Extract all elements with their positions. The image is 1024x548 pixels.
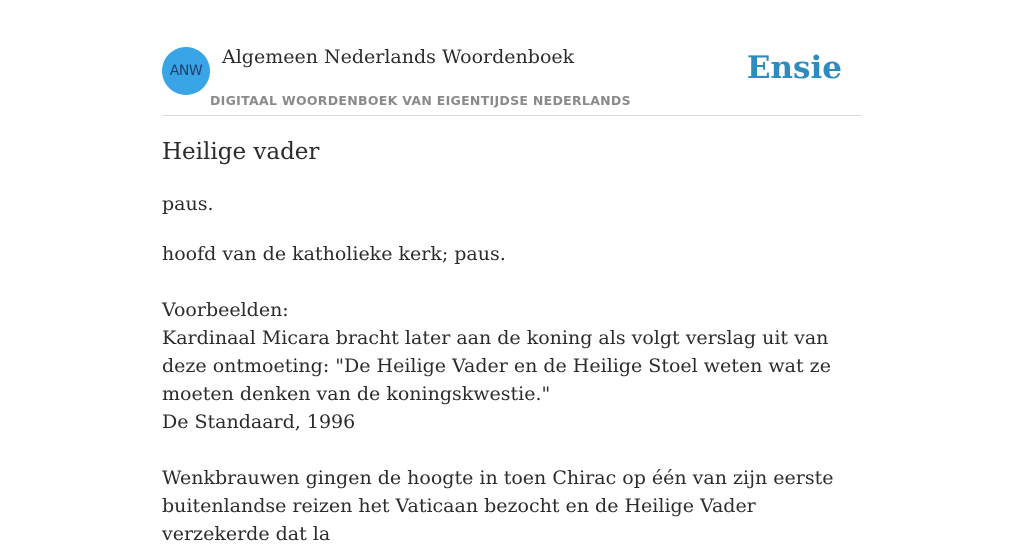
definition-body (162, 240, 862, 548)
logo-text: ANW (169, 63, 203, 79)
page-title: Heilige vader (162, 139, 320, 165)
example-source: De Standaard, 1996 (162, 411, 356, 433)
page-container (162, 0, 862, 545)
site-header (162, 0, 862, 116)
anw-logo[interactable] (162, 47, 210, 95)
definition-text: hoofd van de katholieke kerk; paus. (162, 243, 506, 265)
short-definition: paus. (162, 193, 214, 215)
ensie-brand-link[interactable]: Ensie (746, 50, 842, 86)
site-title[interactable]: Algemeen Nederlands Woordenboek (222, 46, 575, 68)
example-text: Kardinaal Micara bracht later aan de koning als volgt verslag uit van deze ontmoeting: "De Heilige Vader en de Heilige Stoel weten wat ze moeten denken van de koningskwestie." (162, 327, 831, 405)
example-text: Wenkbrauwen gingen de hoogte in toen Chirac op één van zijn eerste buitenlandse reizen het Vaticaan bezocht en de Heilige Vader verzekerde dat la (162, 467, 834, 545)
examples-label: Voorbeelden: (162, 299, 289, 321)
site-subtitle: DIGITAAL WOORDENBOEK VAN EIGENTIJDSE NEDERLANDS (210, 93, 631, 108)
